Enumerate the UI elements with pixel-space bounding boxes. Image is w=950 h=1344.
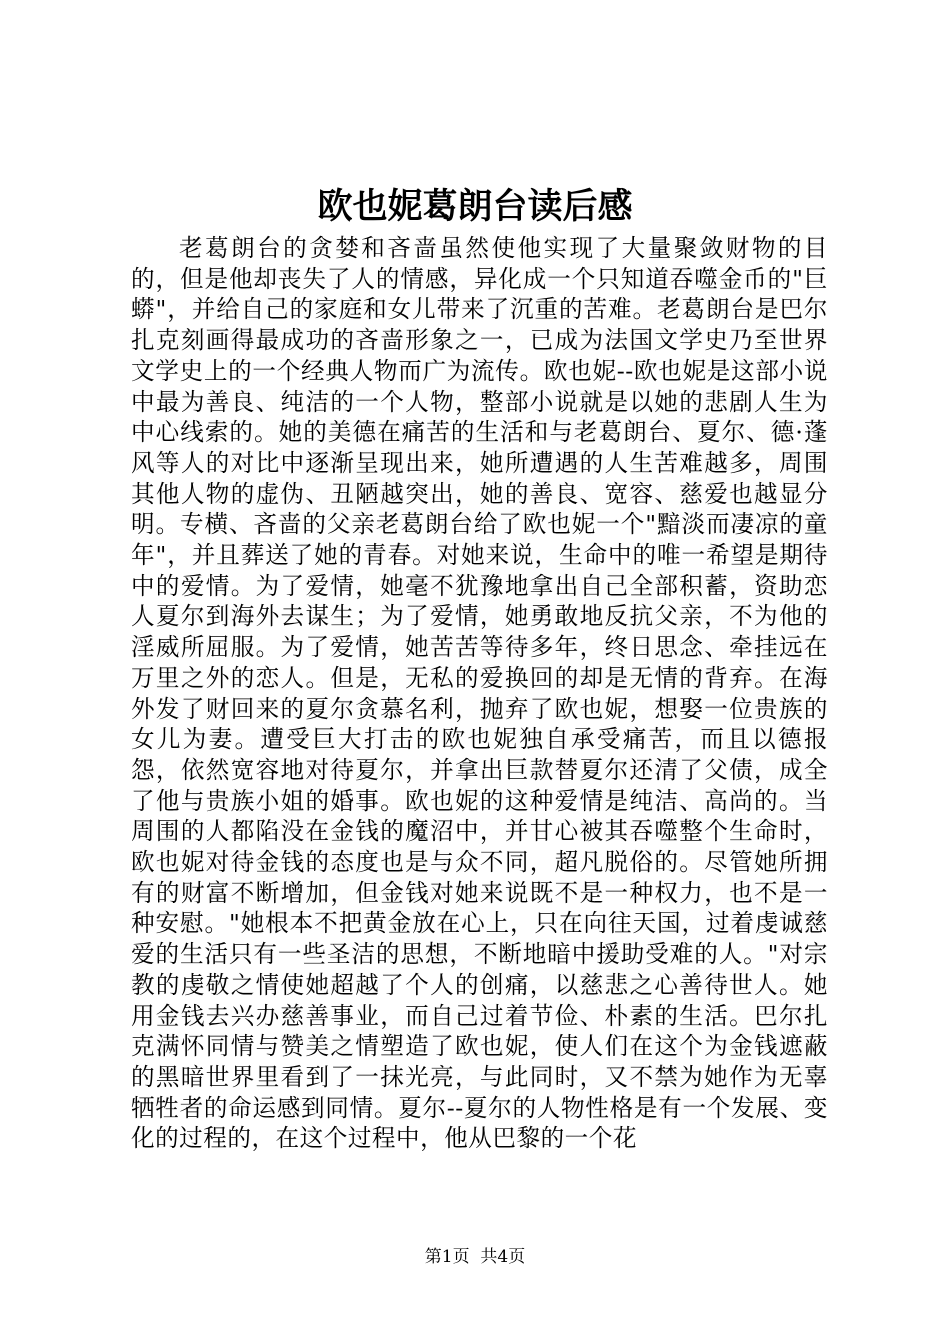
- body-paragraph: 老葛朗台的贪婪和吝啬虽然使他实现了大量聚敛财物的目的，但是他却丧失了人的情感，异化成一个只知道吞噬金币的"巨蟒"，并给自己的家庭和女儿带来了沉重的苦难。老葛朗台是巴尔扎克刻画得最成功的吝啬形象之一，已成为法国文学史乃至世界文学史上的一个经典人物而广为流传。欧也妮--欧也妮是这部小说中最为善良、纯洁的一个人物，整部小说就是以她的悲剧人生为中心线索的。她的美德在痛苦的生活和与老葛朗台、夏尔、德·蓬风等人的对比中逐渐呈现出来，她所遭遇的人生苦难越多，周围其他人物的虚伪、丑陋越突出，她的善良、宽容、慈爱也越显分明。专横、吝啬的父亲老葛朗台给了欧也妮一个"黯淡而凄凉的童年"，并且葬送了她的青春。对她来说，生命中的唯一希望是期待中的爱情。为了爱情，她毫不犹豫地拿出自己全部积蓄，资助恋人夏尔到海外去谋生；为了爱情，她勇敢地反抗父亲，不为他的淫威所屈服。为了爱情，她苦苦等待多年，终日思念、牵挂远在万里之外的恋人。但是，无私的爱换回的却是无情的背弃。在海外发了财回来的夏尔贪慕名利，抛弃了欧也妮，想娶一位贵族的女儿为妻。遭受巨大打击的欧也妮独自承受痛苦，而且以德报怨，依然宽容地对待夏尔，并拿出巨款替夏尔还清了父债，成全了他与贵族小姐的婚事。欧也妮的这种爱情是纯洁、高尚的。当周围的人都陷没在金钱的魔沼中，并甘心被其吞噬整个生命时，欧也妮对待金钱的态度也是与众不同，超凡脱俗的。尽管她所拥有的财富不断增加，但金钱对她来说既不是一种权力，也不是一种安慰。"她根本不把黄金放在心上，只在向往天国，过着虔诚慈爱的生活只有一些圣洁的思想，不断地暗中援助受难的人。"对宗教的虔敬之情使她超越了个人的创痛，以慈悲之心善待世人。她用金钱去兴办慈善事业，而自己过着节俭、朴素的生活。巴尔扎克满怀同情与赞美之情塑造了欧也妮，使人们在这个为金钱遮蔽的黑暗世界里看到了一抹光亮，与此同时，又不禁为她作为无辜牺牲者的命运感到同情。夏尔--夏尔的人物性格是有一个发展、变化的过程的，在这个过程中，他从巴黎的一个花: [131, 234, 828, 1153]
- page-number-label: 第1页 共4页: [424, 1247, 526, 1267]
- document-title: 欧也妮葛朗台读后感: [317, 186, 633, 227]
- page-footer: [0, 1245, 950, 1269]
